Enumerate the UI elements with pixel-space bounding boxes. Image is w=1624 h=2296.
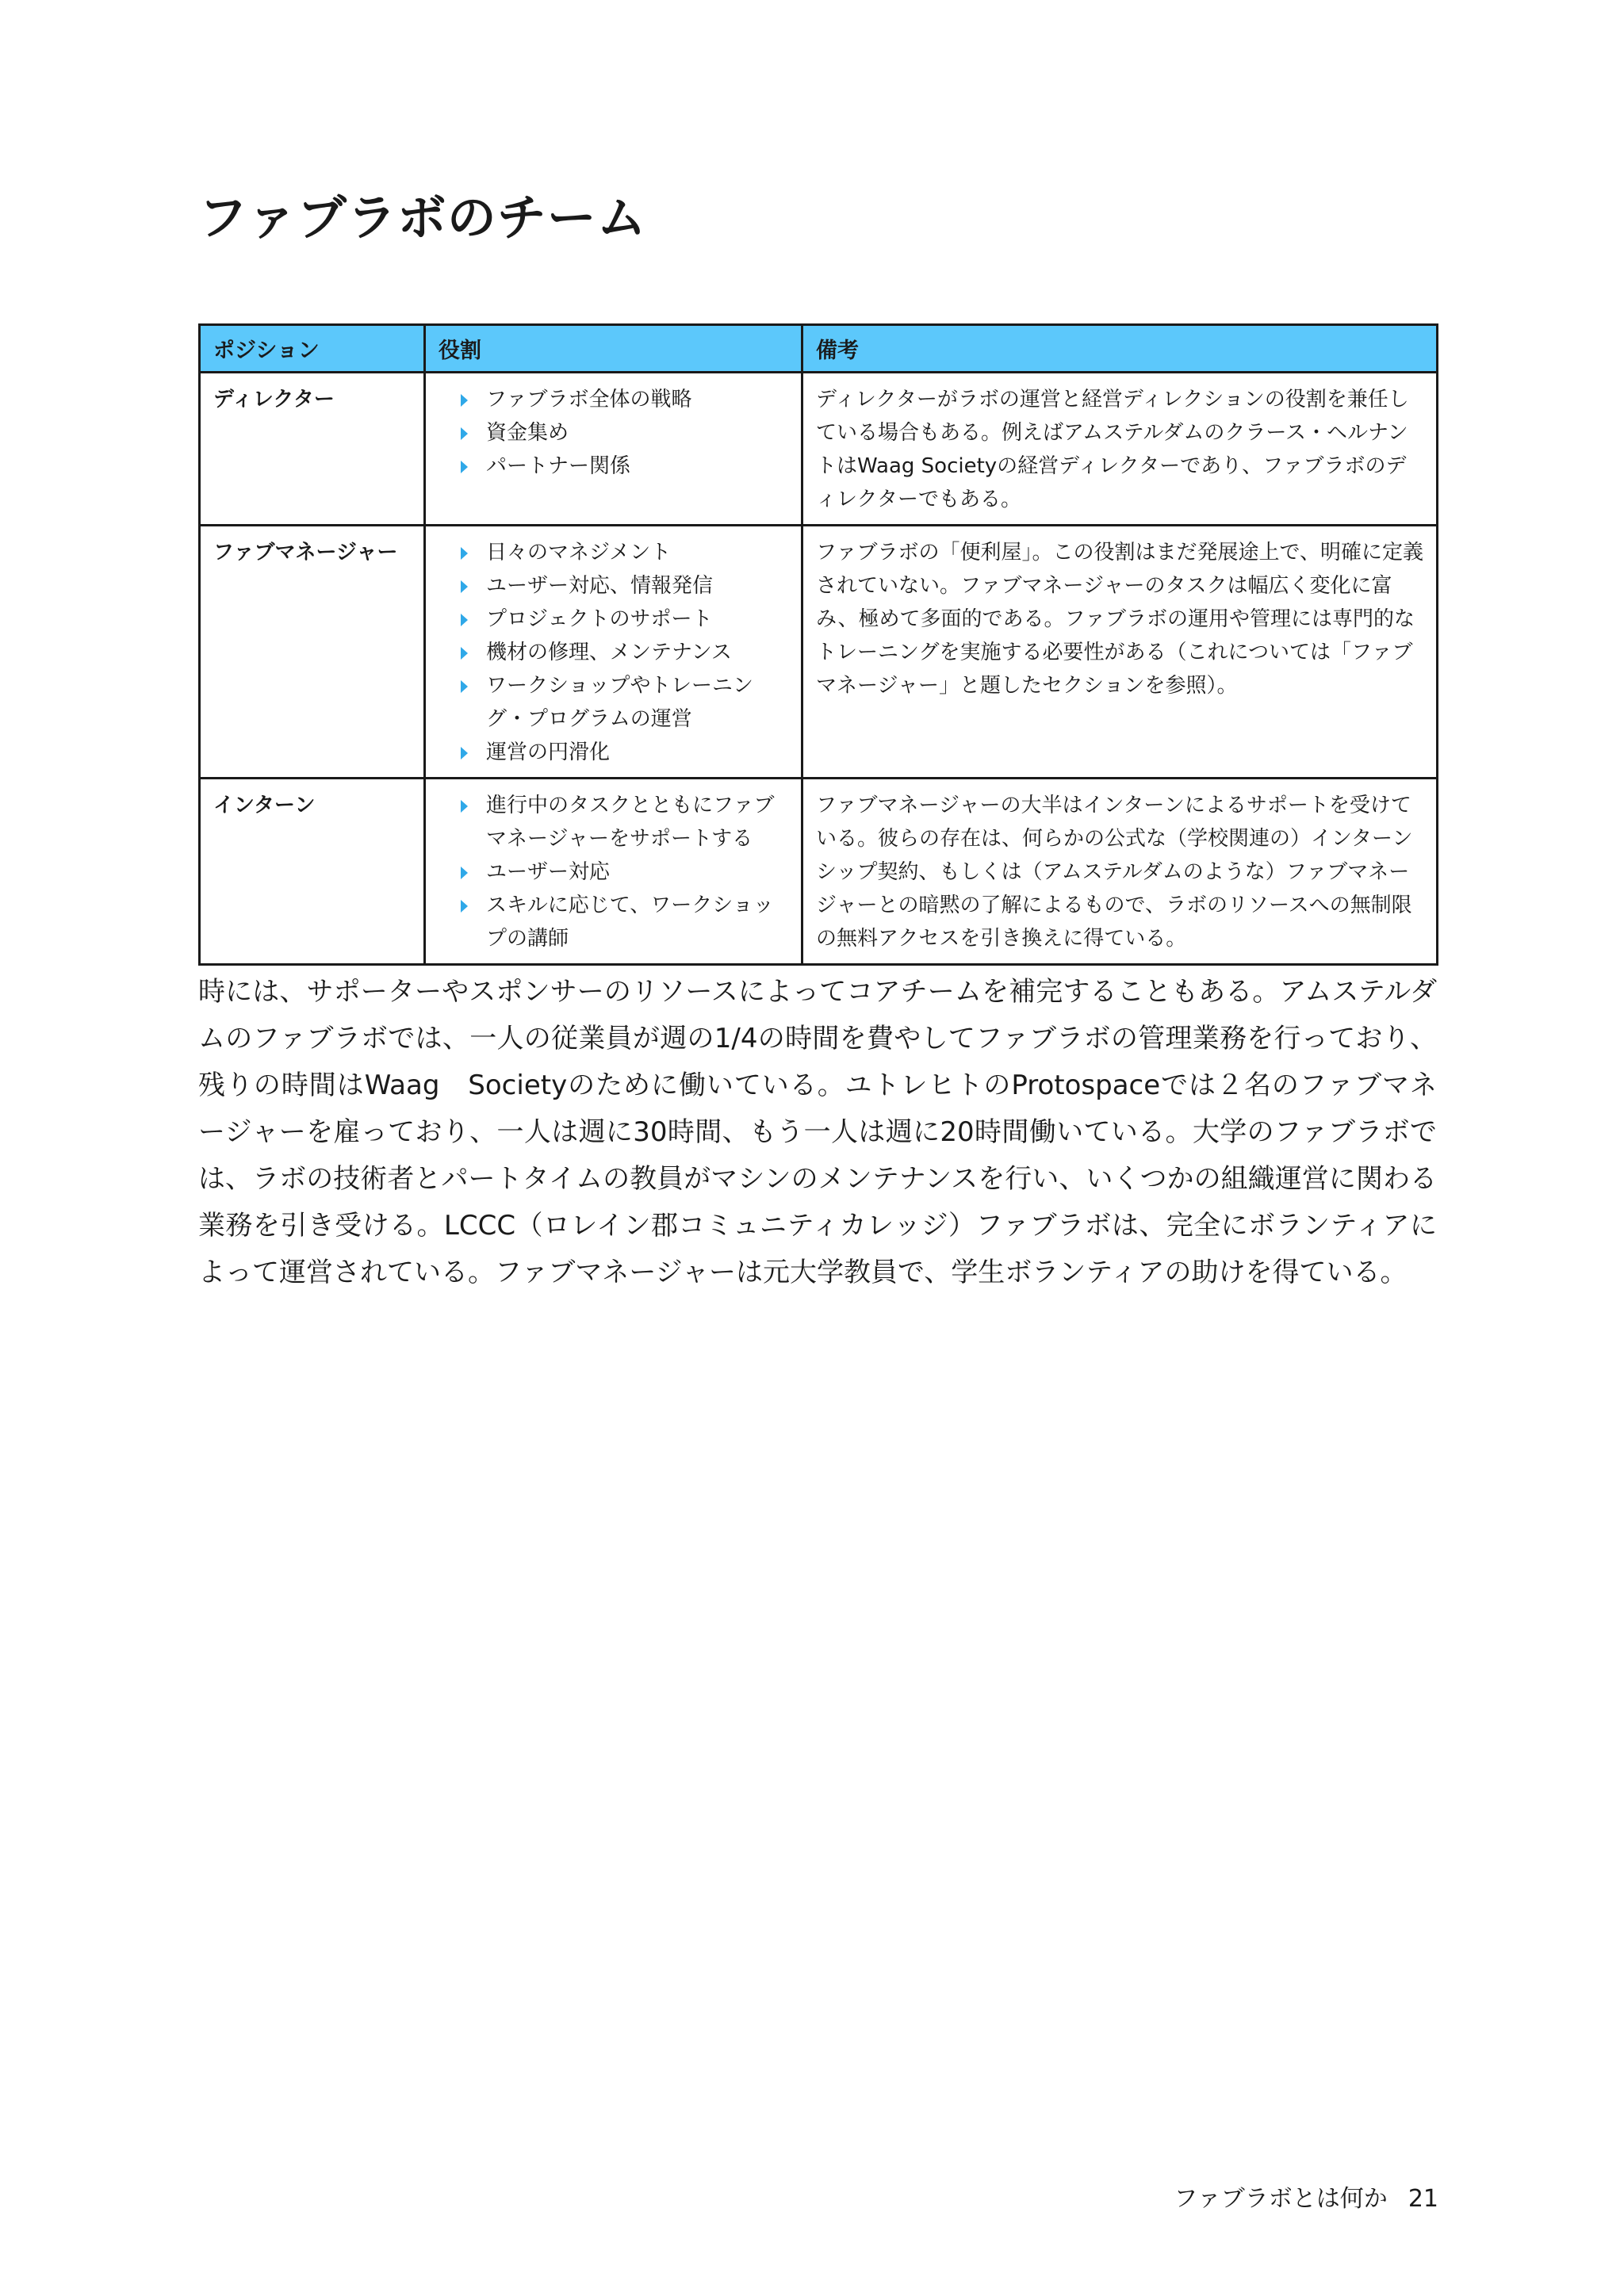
role-text: プロジェクトのサポート [486, 607, 713, 631]
list-item [454, 383, 788, 416]
notes-cell [802, 779, 1438, 965]
note-text: ファブラボの「便利屋」。この役割はまだ発展途上で、明確に定義されていない。ファブマネージャーのタスクは幅広く変化に富み、極めて多面的である。ファブラボの運用や管理には専門的なトレーニングを実施する必要性がある（これについては「ファブマネージャー」と題したセクションを参照）。 [816, 541, 1423, 698]
role-text: 進行中のタスクとともにファブマネージャーをサポートする [486, 794, 775, 851]
roles-cell [425, 373, 802, 526]
team-roles-table [198, 323, 1438, 966]
list-item [454, 789, 788, 855]
role-text: ファブラボ全体の戦略 [486, 388, 692, 411]
position-cell: ファブマネージャー [200, 526, 425, 779]
note-text: ファブマネージャーの大半はインターンによるサポートを受けている。彼らの存在は、何らかの公式な（学校関連の）インターンシップ契約、もしくは（アムステルダムのような）ファブマネージャーとの暗黙の了解によるもので、ラボのリソースへの無制限の無料アクセスを引き換えに得ている。 [816, 794, 1413, 951]
list-item [454, 450, 788, 483]
list-item [454, 889, 788, 955]
table-row-director [200, 373, 1438, 526]
triangle-bullet-icon [461, 867, 468, 879]
triangle-bullet-icon [461, 614, 468, 626]
table-row-fab-manager [200, 526, 1438, 779]
triangle-bullet-icon [461, 580, 468, 593]
list-item [454, 569, 788, 603]
list-item [454, 416, 788, 450]
body-paragraph: 時には、サポーターやスポンサーのリソースによってコアチームを補完することもある。アムステルダムのファブラボでは、一人の従業員が週の1/4の時間を費やしてファブラボの管理業務を行っており、残りの時間はWaag Societyのために働いている。ユトレヒトのProtospaceでは２名のファブマネージャーを雇っており、一人は週に30時間、もう一人は週に20時間働いている。大学のファブラボでは、ラボの技術者とパートタイムの教員がマシンのメンテナンスを行い、いくつかの組織運営に関わる業務を引き受ける。LCCC（ロレイン郡コミュニティカレッジ）ファブラボは、完全にボランティアによって運営されている。ファブマネージャーは元大学教員で、学生ボランティアの助けを得ている。 [198, 976, 1437, 1288]
triangle-bullet-icon [461, 461, 468, 473]
table-row-intern [200, 779, 1438, 965]
role-text: 機材の修理、メンテナンス [486, 641, 732, 664]
table-header-row [200, 325, 1438, 373]
header-role: 役割 [425, 325, 802, 373]
list-item [454, 636, 788, 669]
role-list [439, 789, 788, 955]
triangle-bullet-icon [461, 800, 468, 813]
role-text: 運営の円滑化 [486, 740, 611, 764]
triangle-bullet-icon [461, 547, 468, 560]
role-text: スキルに応じて、ワークショップの講師 [486, 894, 774, 951]
list-item [454, 536, 788, 569]
position-cell: ディレクター [200, 373, 425, 526]
triangle-bullet-icon [461, 394, 468, 407]
role-text: パートナー関係 [486, 454, 631, 478]
role-list [439, 536, 788, 769]
triangle-bullet-icon [461, 680, 468, 693]
page-number: 21 [1408, 2185, 1438, 2213]
note-text: ディレクターがラボの運営と経営ディレクションの役割を兼任している場合もある。例えばアムステルダムのクラース・ヘルナントはWaag Societyの経営ディレクターであり、ファブラボのディレクターでもある。 [816, 388, 1409, 511]
triangle-bullet-icon [461, 747, 468, 760]
header-position: ポジション [200, 325, 425, 373]
position-cell: インターン [200, 779, 425, 965]
role-text: ワークショップやトレーニング・プログラムの運営 [486, 674, 753, 731]
list-item [454, 736, 788, 769]
page-title: ファブラボのチーム [198, 189, 647, 247]
role-text: 日々のマネジメント [486, 541, 672, 564]
page-footer [1174, 2179, 1438, 2214]
notes-cell [802, 526, 1438, 779]
role-text: ユーザー対応、情報発信 [486, 574, 714, 598]
footer-section-title: ファブラボとは何か [1174, 2185, 1388, 2213]
role-text: ユーザー対応 [486, 860, 611, 884]
notes-cell [802, 373, 1438, 526]
roles-cell [425, 779, 802, 965]
list-item [454, 669, 788, 736]
triangle-bullet-icon [461, 427, 468, 440]
role-text: 資金集め [486, 421, 569, 445]
roles-cell [425, 526, 802, 779]
role-list [439, 383, 788, 483]
list-item [454, 855, 788, 889]
header-notes: 備考 [802, 325, 1438, 373]
triangle-bullet-icon [461, 647, 468, 660]
triangle-bullet-icon [461, 900, 468, 913]
list-item [454, 603, 788, 636]
